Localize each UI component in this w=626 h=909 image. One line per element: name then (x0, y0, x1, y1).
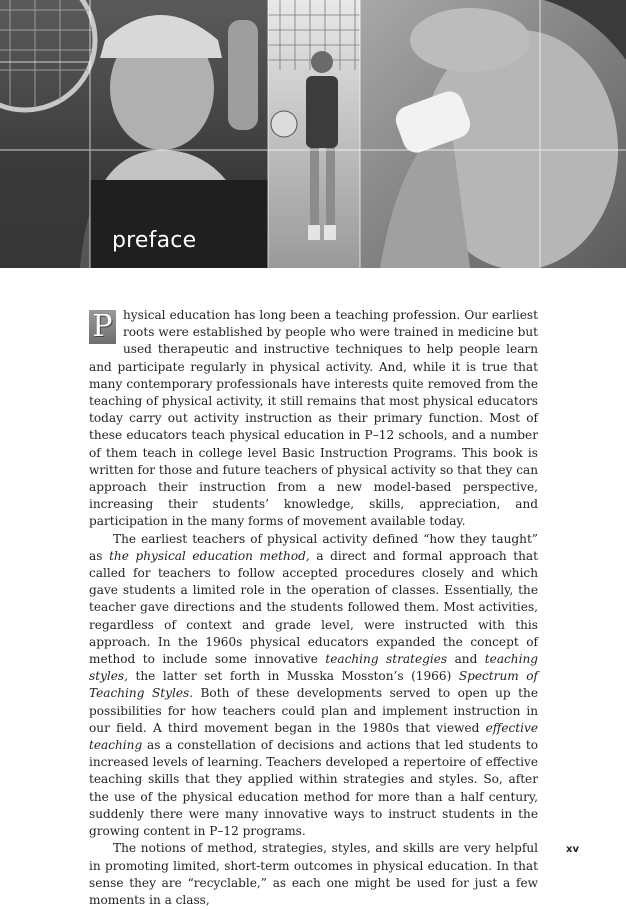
chapter-title: preface (112, 228, 197, 253)
page-number: xv (566, 844, 579, 855)
sports-photo-collage (0, 0, 626, 268)
player-torso (306, 76, 338, 148)
italic-term: the physical education method, (109, 548, 310, 563)
title-panel (90, 180, 268, 268)
paragraph-3: The notions of method, strategies, styles, and skills are very helpful in promoting limited, short-term outcomes in physical education. In that sense they are “recyclable,” as each one might be used for just a few moments in a class, (89, 841, 538, 907)
player-head (311, 51, 333, 73)
arm (228, 20, 258, 130)
text-run: the latter set forth in Musska Mosston’s (1966) (127, 669, 459, 684)
italic-term: teaching styles, (89, 652, 538, 684)
volleyball (271, 111, 297, 137)
paragraph-2 (89, 531, 538, 841)
italic-title: Spectrum of Teaching Styles. (89, 669, 538, 701)
text-run: and (447, 652, 485, 667)
text-run: as a constellation of decisions and actions that led students to increased levels of learning. Teachers developed a repertoire of effective teaching skills that they applied within strategies and styles. So, after the use of the physical education method for more than a half century, suddenly there were many innovative ways to instruct students in the growing content in P–12 programs. (89, 738, 538, 839)
paragraph-1-text: hysical education has long been a teaching profession. Our earliest roots were established by people who were trained in medicine but used therapeutic and instructive techniques to help people learn and participate regularly in physical activity. And, while it is true that many contemporary professionals have interests quite removed from the teaching of physical activity, it still remains that most physical educators today carry out activity instruction as their primary function. Most of these educators teach physical education in P–12 schools, and a number of them teach in college level Basic Instruction Programs. This book is written for those and future teachers of physical activity so that they can approach their instruction from a new model-based perspective, increasing their students’ knowledge, skills, appreciation, and participation in the many forms of movement available today. (89, 308, 538, 529)
text-run: The earliest teachers of physical activity defined “how they taught” as (89, 531, 538, 563)
header-photo-banner (0, 0, 626, 268)
athlete-hand (410, 8, 530, 72)
italic-term: effective teaching (89, 720, 538, 753)
preface-body (89, 307, 538, 909)
text-run: Both of these developments served to open up the possibilities for how teachers could plan and implement instruction in our field. A third movement began in the 1980s that viewed (89, 686, 538, 735)
italic-term: teaching strategies (325, 652, 448, 667)
text-run: a direct and formal approach that called for teachers to follow accepted procedures closely and which gave students a limited role in the operation of classes. Essentially, the teacher gave directions and the students followed them. Most activities, regardless of context and grade level, were instructed with this approach. In the 1960s physical educators expanded the concept of method to include some innovative (89, 548, 538, 667)
paragraph-1 (89, 307, 538, 531)
drop-cap: P (89, 310, 116, 344)
